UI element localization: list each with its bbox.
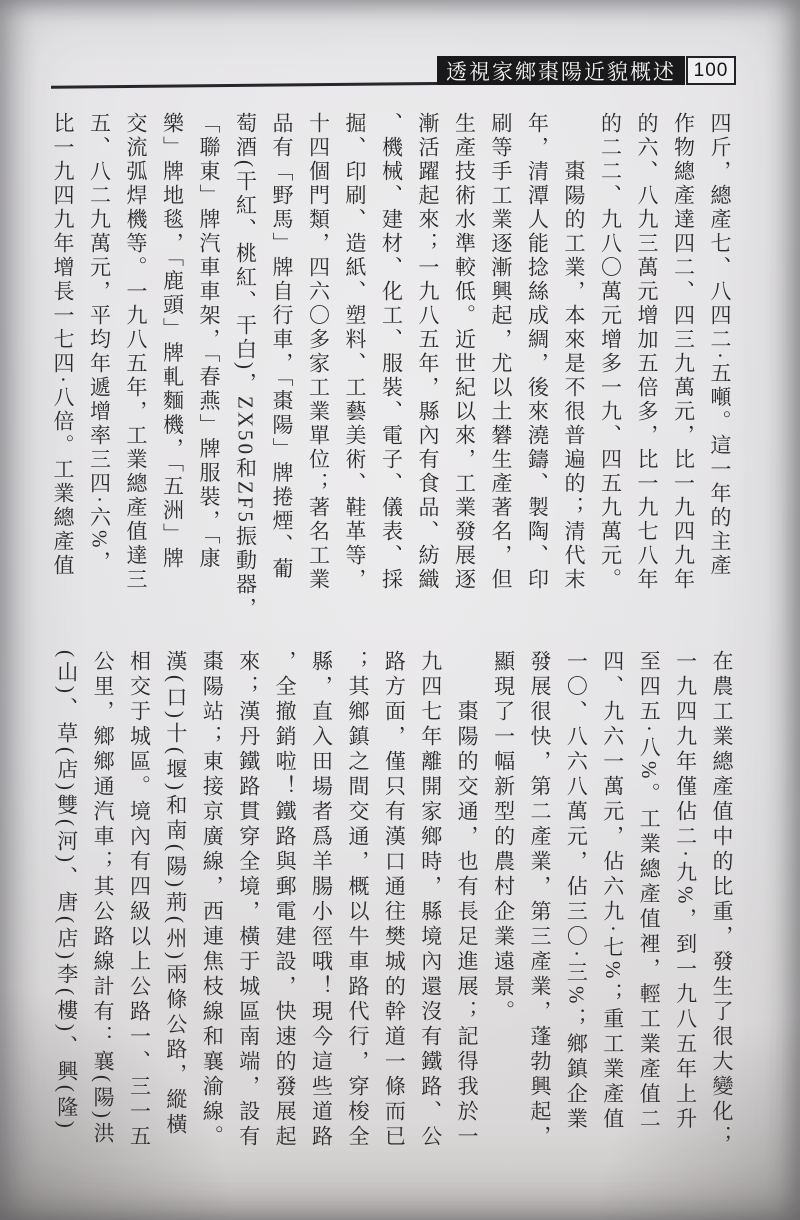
text-column: 棗陽站；東接京廣線，西連焦枝線和襄渝線。 — [200, 650, 225, 1150]
text-column: 比一九四九年增長一七四·八倍。工業總產值 — [51, 112, 75, 578]
text-column: 公里，鄉鄉通汽車；其公路線計有：襄(陽)洪 — [91, 650, 116, 1147]
text-column: 棗陽的工業，本來是不很普遍的；清代末 — [562, 112, 586, 592]
text-column: 一〇、八六八萬元，佔三〇·三%；鄉鎮企業 — [564, 650, 589, 1133]
text-column: (山)、草(店)雙(河)、唐(店)李(樓)、興(隆) — [54, 650, 79, 1132]
text-column: 四、九六一萬元，佔六九·七%；重工業產值 — [600, 650, 625, 1133]
text-column: 品有「野馬」牌自行車，「棗陽」牌捲煙、葡 — [270, 112, 294, 582]
text-block-bottom — [48, 650, 740, 1170]
text-column: 在農工業總產值中的比重，發生了很大變化； — [710, 650, 734, 1150]
page-number-box — [686, 56, 736, 85]
text-column: 作物總產達四二、四三九萬元，比一九四九年 — [671, 112, 696, 592]
text-column: 、機械、建材、化工、服裝、電子、儀表、採 — [379, 112, 404, 592]
text-column: 四斤，總產七、八四二·五噸。這一年的主產 — [708, 112, 732, 578]
text-column: 相交于城區。境內有四級以上公路一、三一五 — [127, 650, 152, 1150]
text-column: 一九四九年僅佔二·九%，到一九八五年上升 — [673, 650, 698, 1133]
text-column: 「聯東」牌汽車車架，「春燕」牌服裝，「康 — [197, 112, 221, 571]
text-column: 路方面，僅只有漢口通往樊城的幹道一條而已 — [382, 650, 407, 1150]
text-column: 漢(口)十(堰)和南(陽)荊(州)兩條公路，縱橫 — [163, 650, 188, 1138]
text-column: 十四個門類，四六〇多家工業單位；著名工業 — [306, 112, 331, 592]
text-column: 年，清潭人能捻絲成綢，後來澆鑄、製陶、印 — [525, 112, 550, 592]
text-column: 發展很快，第二產業，第三產業，蓬勃興起， — [527, 650, 552, 1150]
page-number: 100 — [693, 59, 729, 81]
text-block-top — [45, 112, 739, 621]
text-column: 刷等手工業逐漸興起，尤以土礬生產著名，但 — [489, 112, 513, 592]
text-column: 交流弧焊機等。一九八五年，工業總產值達三 — [124, 112, 148, 592]
text-column: 的二二、九八〇萬元增多一九、四五九萬元。 — [598, 112, 623, 592]
text-column: 的六、八九三萬元增加五倍多，比一九七八年 — [635, 112, 659, 592]
text-column: 五、八二九萬元，平均年遞增率三四·六%， — [87, 112, 112, 575]
text-column: ；其鄉鎮之間交通，概以牛車路代行，穿梭全 — [345, 650, 370, 1150]
text-column: 至四五·八%。工業總產值裡，輕工業產值二 — [637, 650, 662, 1133]
text-column: 棗陽的交通，也有長足進展；記得我於一 — [455, 650, 480, 1150]
text-column: 縣，直入田場者爲羊腸小徑哦！現今這些道路 — [309, 650, 334, 1150]
text-column: 漸活躍起來；一九八五年，縣內有食品、紡織 — [416, 112, 440, 592]
text-column: 九四七年離開家鄉時，縣境內還沒有鐵路、公 — [418, 650, 443, 1150]
header-rule-line — [51, 82, 437, 89]
text-column: 生產技術水準較低。近世紀以來，工業發展逐 — [452, 112, 477, 592]
text-column: 顯現了一幅新型的農村企業遠景。 — [491, 650, 516, 1025]
text-column: 樂」牌地毯，「鹿頭」牌軋麵機，「五洲」牌 — [160, 112, 185, 571]
chapter-title-bar — [437, 56, 685, 85]
chapter-title: 透視家鄉棗陽近貌概述 — [446, 59, 676, 84]
text-column: 掘、印刷、造紙、塑料、工藝美術、鞋革等， — [343, 112, 367, 592]
text-column: ，全撤銷啦！鐵路與郵電建設，快速的發展起 — [273, 650, 298, 1150]
text-column: 來；漢丹鐵路貫穿全境，橫于城區南端，設有 — [236, 650, 261, 1150]
text-column: 萄酒(干紅、桃紅、干白)，ZX50和ZF5振動器， — [233, 112, 258, 621]
